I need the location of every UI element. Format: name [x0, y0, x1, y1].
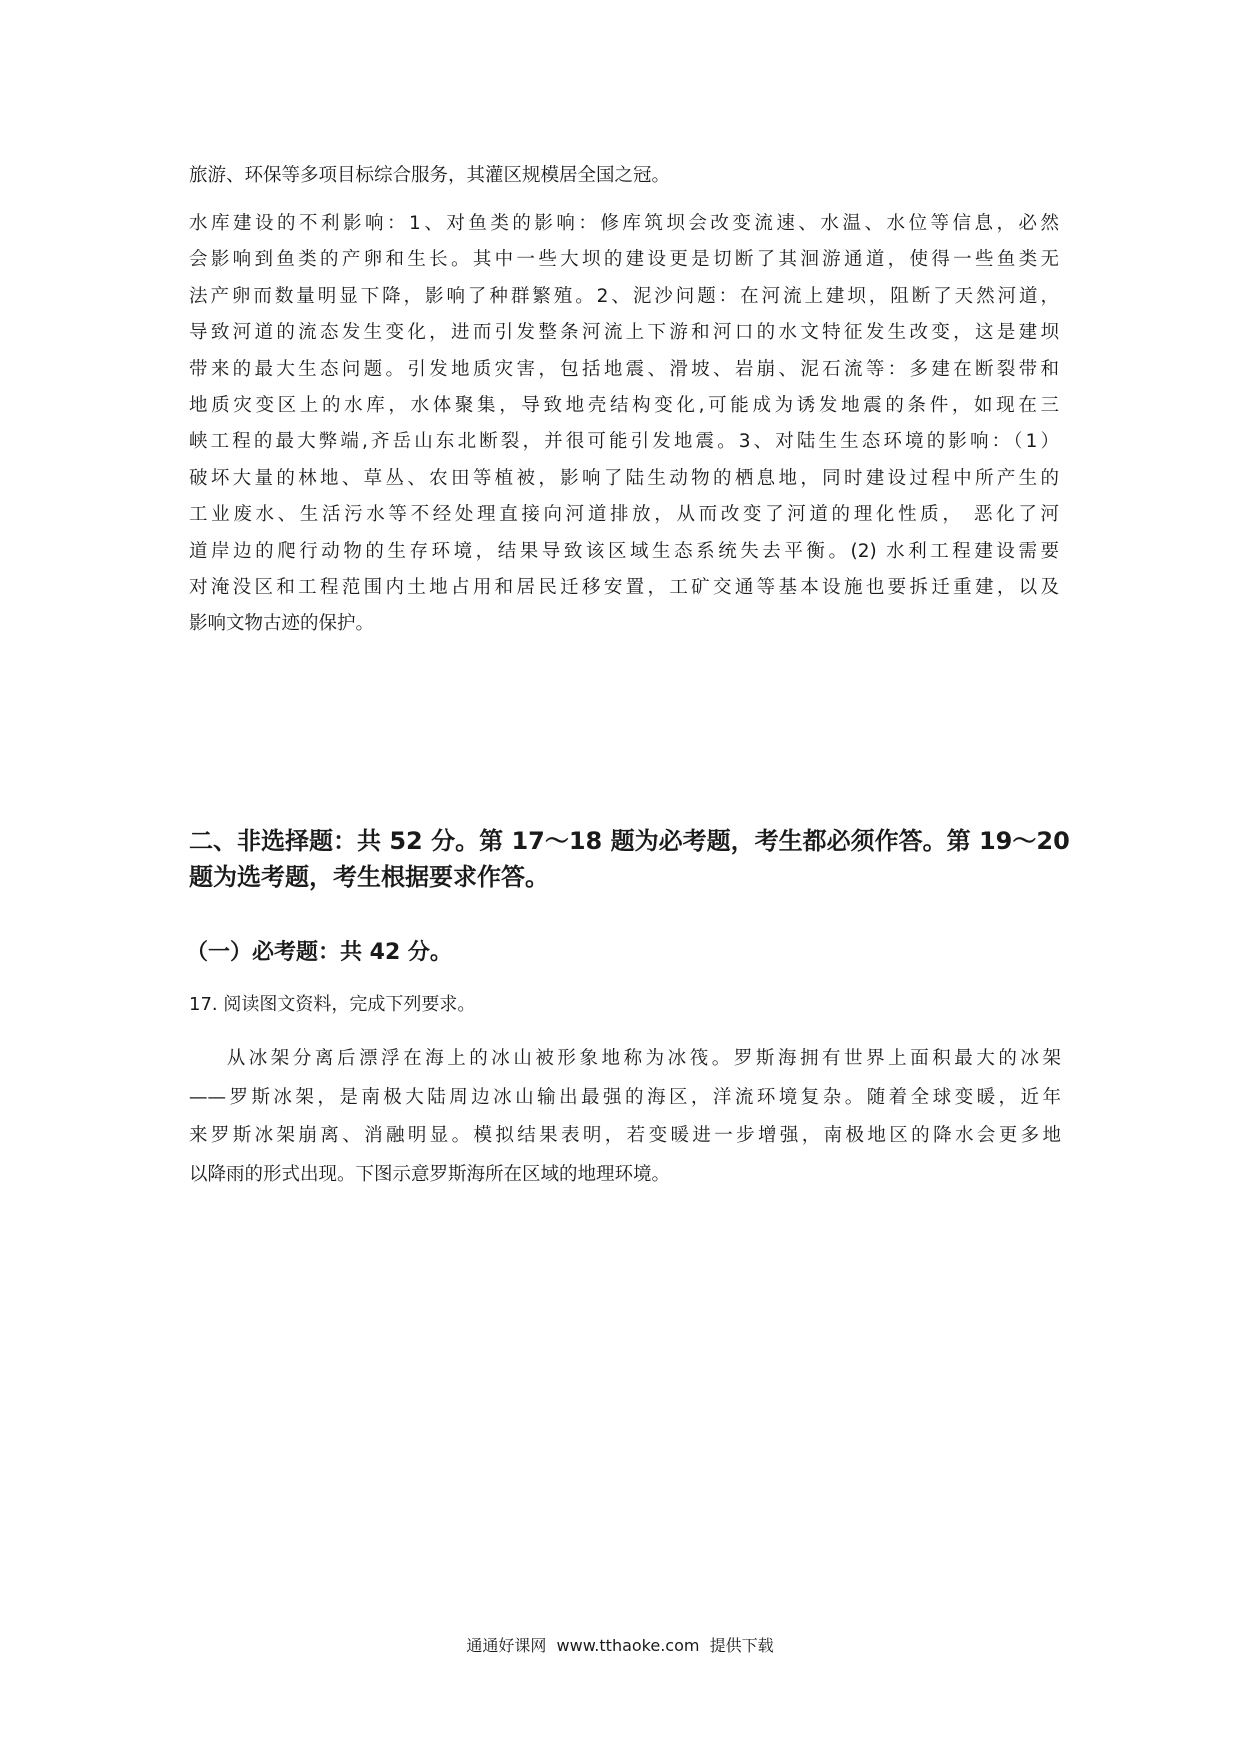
text-line: 导致河道的流态发生变化，进而引发整条河流上下游和河口的水文特征发生改变，这是建坝 — [189, 322, 1059, 344]
text-line: 会影响到鱼类的产卵和生长。其中一些大坝的建设更是切断了其洄游通道，使得一些鱼类无 — [189, 249, 1059, 271]
paragraph-reservoir-impacts — [189, 206, 1059, 643]
sub-section-heading: （一）必考题：共 42 分。 — [186, 940, 452, 965]
text-line: 道岸边的爬行动物的生存环境，结果导致该区域生态系统失去平衡。(2) 水利工程建设需要 — [189, 540, 1059, 562]
text-line: 带来的最大生态问题。引发地质灾害，包括地震、滑坡、岩崩、泥石流等：多建在断裂带和 — [189, 358, 1059, 380]
material-line: ——罗斯冰架，是南极大陆周边冰山输出最强的海区，洋流环境复杂。随着全球变暖，近年 — [189, 1086, 1061, 1108]
page-footer: 通通好课网 www.tthaoke.com 提供下载 — [466, 1636, 774, 1655]
text-line: 旅游、环保等多项目标综合服务，其灌区规模居全国之冠。 — [189, 165, 671, 186]
paragraph-intro-tail — [189, 158, 1059, 194]
text-line: 峡工程的最大弊端,齐岳山东北断裂，并很可能引发地震。3、对陆生生态环境的影响：（1） — [189, 431, 1059, 453]
text-line: 工业废水、生活污水等不经处理直接向河道排放，从而改变了河道的理化性质， 恶化了河 — [189, 504, 1059, 526]
text-line: 破坏大量的林地、草丛、农田等植被，影响了陆生动物的栖息地，同时建设过程中所产生的 — [189, 467, 1059, 489]
question-17-prompt: 17. 阅读图文资料，完成下列要求。 — [189, 994, 476, 1015]
material-line: 从冰架分离后漂浮在海上的冰山被形象地称为冰筏。罗斯海拥有世界上面积最大的冰架 — [189, 1048, 1061, 1069]
text-line: 影响文物古迹的保护。 — [189, 613, 375, 635]
material-line: 来罗斯冰架崩离、消融明显。模拟结果表明，若变暖进一步增强，南极地区的降水会更多地 — [189, 1125, 1061, 1146]
section-heading — [189, 821, 1070, 894]
text-line: 对淹没区和工程范围内土地占用和居民迁移安置，工矿交通等基本设施也要拆迁重建，以及 — [189, 576, 1059, 598]
material-line: 以降雨的形式出现。下图示意罗斯海所在区域的地理环境。 — [189, 1163, 671, 1185]
heading-line: 题为选考题，考生根据要求作答。 — [189, 863, 549, 892]
text-line: 地质灾变区上的水库，水体聚集，导致地壳结构变化,可能成为诱发地震的条件，如现在三 — [189, 394, 1059, 416]
text-line: 水库建设的不利影响：1、对鱼类的影响：修库筑坝会改变流速、水温、水位等信息，必然 — [189, 213, 1059, 234]
question-17-material — [189, 1040, 1061, 1194]
text-line: 法产卵而数量明显下降，影响了种群繁殖。2、泥沙问题：在河流上建坝，阻断了天然河道， — [189, 285, 1059, 307]
heading-line: 二、非选择题：共 52 分。第 17～18 题为必考题，考生都必须作答。第 19～20 — [189, 827, 1070, 855]
